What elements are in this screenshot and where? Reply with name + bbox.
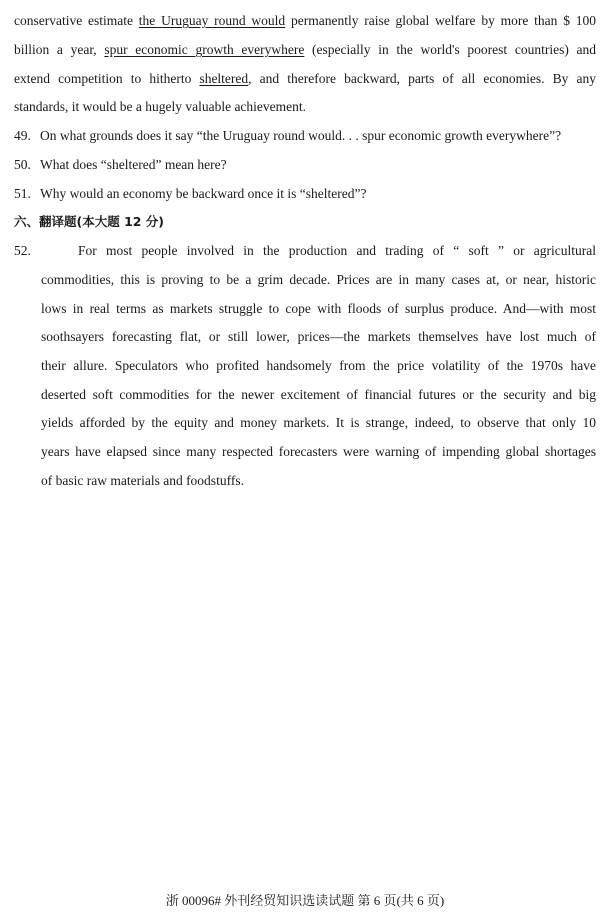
passage-text: billion a year, [14, 42, 105, 57]
passage-text: (especially in the world's poorest countries) and [304, 42, 597, 57]
section-heading: 六、翻译题(本大题 12 分) [14, 214, 165, 229]
passage-text: permanently raise global welfare by more than $ 100 [285, 13, 596, 28]
question-49 [14, 127, 596, 144]
underlined-phrase-uruguay-round: the Uruguay round would [138, 13, 286, 28]
translation-line: deserted soft commodities for the newer excitement of financial futures or the security and big [41, 387, 596, 402]
question-number: 51. [14, 186, 31, 201]
underlined-phrase-economic-growth: spur economic growth everywhere [104, 42, 305, 57]
passage-line-4: standards, it would be a hugely valuable achievement. [14, 99, 307, 114]
question-number: 49. [14, 128, 31, 143]
translation-line: yields afforded by the equity and money markets. It is strange, indeed, to observe that only 10 [41, 415, 596, 430]
translation-line: years have elapsed since many respected forecasters were warning of impending global shortages [41, 444, 596, 459]
passage-text: conservative estimate [14, 13, 139, 28]
passage-line-1 [14, 12, 596, 29]
translation-line: their allure. Speculators who profited handsomely from the price volatility of the 1970s have [41, 358, 596, 373]
question-51 [14, 185, 596, 202]
question-text: What does “sheltered” mean here? [40, 157, 227, 172]
translation-line: lows in real terms as markets struggle to cope with floods of surplus produce. And—with most [41, 301, 596, 316]
question-text: On what grounds does it say “the Uruguay round would. . . spur economic growth everywhere”? [40, 128, 562, 143]
translation-line: commodities, this is proving to be a grim decade. Prices are in many cases at, or near, historic [41, 272, 596, 287]
page-footer: 浙 00096# 外刊经贸知识选读试题 第 6 页(共 6 页) [165, 893, 445, 908]
translation-line: soothsayers forecasting flat, or still lower, prices—the markets themselves have lost much of [41, 329, 596, 344]
passage-line-3 [14, 70, 596, 87]
question-52-number: 52. [14, 243, 31, 258]
question-50 [14, 156, 596, 173]
passage-text: extend competition to hitherto [14, 71, 200, 86]
question-text: Why would an economy be backward once it is “sheltered”? [40, 186, 367, 201]
passage-line-2 [14, 41, 596, 58]
passage-text: , and therefore backward, parts of all economies. By any [248, 71, 596, 86]
translation-line: of basic raw materials and foodstuffs. [41, 473, 244, 488]
question-number: 50. [14, 157, 31, 172]
underlined-word-sheltered: sheltered [199, 71, 249, 86]
translation-line: For most people involved in the production and trading of “ soft ” or agricultural [78, 243, 596, 258]
